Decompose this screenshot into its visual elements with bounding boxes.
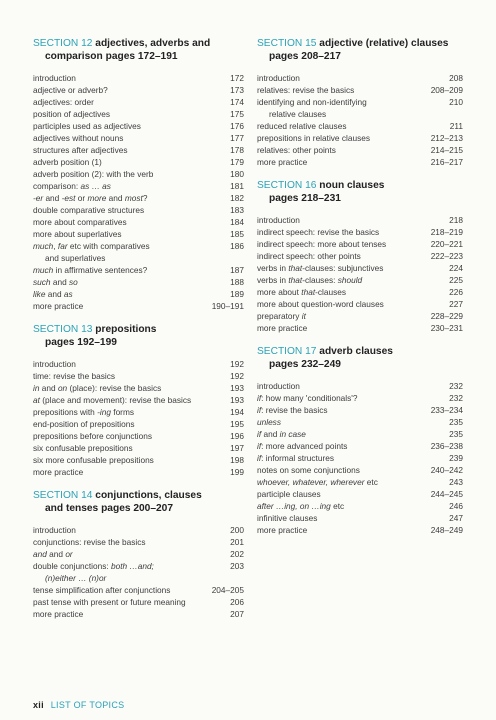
topic-label: more about question-word clauses xyxy=(257,299,384,309)
section-title-continued: comparison xyxy=(45,50,103,62)
topic-page: 176 xyxy=(230,121,244,131)
topic-label: adjectives without nouns xyxy=(33,133,124,143)
topic-page: 187 xyxy=(230,265,244,275)
topic-page: 200 xyxy=(230,525,244,535)
section-17 xyxy=(257,346,463,536)
section-number: SECTION 16 xyxy=(257,180,317,191)
topic-entry xyxy=(33,216,244,228)
topic-label: indirect speech: other points xyxy=(257,251,361,261)
topic-entry xyxy=(33,418,244,430)
topic-label: tense simplification after conjunctions xyxy=(33,585,171,595)
topic-entry xyxy=(257,380,463,392)
topic-page: 192 xyxy=(230,371,244,381)
topic-label: like and as xyxy=(33,289,73,299)
topic-label-continued: relative clauses xyxy=(269,109,327,119)
topic-page: 189 xyxy=(230,289,244,299)
right-column xyxy=(257,38,463,548)
topic-page: 225 xyxy=(449,275,463,285)
topic-label: introduction xyxy=(257,381,300,391)
topic-label: preparatory it xyxy=(257,311,306,321)
topic-entry xyxy=(33,584,244,596)
topic-label: whoever, whatever, wherever etc xyxy=(257,477,378,487)
page-number: xii xyxy=(33,700,44,710)
topic-label: much, far etc with comparatives and superlatives xyxy=(33,240,230,264)
topic-label: more about comparatives xyxy=(33,217,127,227)
topic-entry xyxy=(33,560,244,584)
topic-page: 195 xyxy=(230,419,244,429)
section-title-continued: and tenses xyxy=(45,502,99,514)
topic-label: identifying and non-identifying relative clauses xyxy=(257,96,449,120)
topic-page: 206 xyxy=(230,597,244,607)
topic-entry xyxy=(257,156,463,168)
topic-entry xyxy=(33,536,244,548)
topic-page: 181 xyxy=(230,181,244,191)
topic-label: structures after adjectives xyxy=(33,145,128,155)
topic-page: 239 xyxy=(449,453,463,463)
topic-label: if: how many 'conditionals'? xyxy=(257,393,358,403)
topic-entry xyxy=(257,274,463,286)
topic-label: introduction xyxy=(33,525,76,535)
topic-page: 199 xyxy=(230,467,244,477)
topic-page: 178 xyxy=(230,145,244,155)
topic-entry xyxy=(33,204,244,216)
topic-entry xyxy=(33,240,244,264)
section-number: SECTION 12 xyxy=(33,38,93,49)
topic-label: more practice xyxy=(33,609,84,619)
topic-page: 183 xyxy=(230,205,244,215)
topic-entry xyxy=(33,84,244,96)
topic-label: verbs in that-clauses: should xyxy=(257,275,363,285)
topic-page: 208–209 xyxy=(430,85,463,95)
topic-entry xyxy=(33,442,244,454)
topic-page: 247 xyxy=(449,513,463,523)
topic-label: prepositions before conjunctions xyxy=(33,431,152,441)
topic-page: 224 xyxy=(449,263,463,273)
section-heading xyxy=(33,38,244,63)
topic-entry xyxy=(33,288,244,300)
topic-label: reduced relative clauses xyxy=(257,121,347,131)
topic-page: 190–191 xyxy=(211,301,244,311)
topic-page: 185 xyxy=(230,229,244,239)
topic-entry xyxy=(33,382,244,394)
topic-page: 211 xyxy=(449,121,463,131)
topic-entry xyxy=(257,214,463,226)
topic-label: at (place and movement): revise the basics xyxy=(33,395,192,405)
section-14 xyxy=(33,490,244,620)
topic-label: infinitive clauses xyxy=(257,513,318,523)
topic-label: indirect speech: revise the basics xyxy=(257,227,380,237)
topic-entry xyxy=(257,476,463,488)
topic-entry xyxy=(257,262,463,274)
topic-page: 196 xyxy=(230,431,244,441)
topic-page: 246 xyxy=(449,501,463,511)
topic-entry xyxy=(33,548,244,560)
topic-entry xyxy=(33,156,244,168)
topic-page: 226 xyxy=(449,287,463,297)
topic-entry xyxy=(257,132,463,144)
topic-page: 216–217 xyxy=(430,157,463,167)
topic-page: 244–245 xyxy=(430,489,463,499)
topic-page: 179 xyxy=(230,157,244,167)
topic-entry xyxy=(33,72,244,84)
topic-label: six more confusable prepositions xyxy=(33,455,154,465)
topic-label: such and so xyxy=(33,277,78,287)
topic-label: more about superlatives xyxy=(33,229,122,239)
topic-label: introduction xyxy=(257,215,300,225)
footer-label: LIST OF TOPICS xyxy=(50,700,125,710)
topic-entry xyxy=(33,466,244,478)
topic-entry xyxy=(33,120,244,132)
topic-page: 214–215 xyxy=(430,145,463,155)
section-pages: pages 218–231 xyxy=(269,192,341,204)
topic-label: much in affirmative sentences? xyxy=(33,265,148,275)
topic-label: end-position of prepositions xyxy=(33,419,135,429)
section-heading xyxy=(33,490,244,515)
topic-label: past tense with present or future meaning xyxy=(33,597,186,607)
topic-entry xyxy=(257,310,463,322)
topic-label: introduction xyxy=(33,359,76,369)
section-13 xyxy=(33,324,244,478)
topic-label: adjectives: order xyxy=(33,97,94,107)
topic-entry xyxy=(257,322,463,334)
topic-label: more practice xyxy=(33,467,84,477)
topic-page: 197 xyxy=(230,443,244,453)
topic-entry xyxy=(257,84,463,96)
topic-entry xyxy=(257,250,463,262)
topic-label: unless xyxy=(257,417,281,427)
topic-entry xyxy=(257,488,463,500)
topic-page: 201 xyxy=(230,537,244,547)
topic-entry xyxy=(33,180,244,192)
topic-entry xyxy=(257,428,463,440)
topic-entry xyxy=(33,394,244,406)
topic-page: 236–238 xyxy=(430,441,463,451)
topic-entry xyxy=(257,144,463,156)
topic-entry xyxy=(257,524,463,536)
section-pages: pages 200–207 xyxy=(101,502,174,514)
topic-label-continued: (n)either … (n)or xyxy=(45,573,107,583)
topic-page: 173 xyxy=(230,85,244,95)
topic-page: 220–221 xyxy=(430,239,463,249)
topic-entry xyxy=(33,108,244,120)
topic-entry xyxy=(257,120,463,132)
topic-label: and and or xyxy=(33,549,73,559)
topic-label: verbs in that-clauses: subjunctives xyxy=(257,263,384,273)
section-15 xyxy=(257,38,463,168)
section-pages: pages 192–199 xyxy=(45,336,117,348)
topic-label: if and in case xyxy=(257,429,306,439)
topic-page: 227 xyxy=(449,299,463,309)
topic-entry xyxy=(257,404,463,416)
section-16 xyxy=(257,180,463,334)
topic-page: 193 xyxy=(230,383,244,393)
topic-label: introduction xyxy=(33,73,76,83)
left-column xyxy=(33,38,244,632)
topic-entry xyxy=(257,416,463,428)
topic-page: 204–205 xyxy=(211,585,244,595)
topic-label: more practice xyxy=(257,323,308,333)
topic-label: prepositions in relative clauses xyxy=(257,133,370,143)
topic-label-continued: and superlatives xyxy=(45,253,106,263)
topic-label: double comparative structures xyxy=(33,205,145,215)
topic-entry xyxy=(33,264,244,276)
topic-label: conjunctions: revise the basics xyxy=(33,537,146,547)
topic-label: more practice xyxy=(33,301,84,311)
topic-page: 218–219 xyxy=(430,227,463,237)
topic-page: 235 xyxy=(449,429,463,439)
topic-label: if: informal structures xyxy=(257,453,335,463)
topic-entry xyxy=(33,430,244,442)
topic-label: more practice xyxy=(257,157,308,167)
section-pages: pages 232–249 xyxy=(269,358,341,370)
page-footer xyxy=(33,700,124,710)
section-heading xyxy=(257,180,463,205)
topic-entry xyxy=(257,72,463,84)
topic-label: -er and -est or more and most? xyxy=(33,193,148,203)
topic-label: notes on some conjunctions xyxy=(257,465,360,475)
topic-label: comparison: as … as xyxy=(33,181,111,191)
section-title: noun clauses xyxy=(319,180,385,191)
topic-page: 243 xyxy=(449,477,463,487)
topic-label: relatives: revise the basics xyxy=(257,85,355,95)
topic-page: 182 xyxy=(230,193,244,203)
topic-entry xyxy=(33,300,244,312)
section-pages: pages 172–191 xyxy=(105,50,178,62)
topic-entry xyxy=(33,596,244,608)
topic-label: participle clauses xyxy=(257,489,321,499)
topic-entry xyxy=(257,298,463,310)
topic-entry xyxy=(257,452,463,464)
topic-label: time: revise the basics xyxy=(33,371,116,381)
topic-label: adverb position (1) xyxy=(33,157,102,167)
section-title: conjunctions, clauses xyxy=(95,490,202,501)
topic-label: double conjunctions: both …and; (n)either … (n)or xyxy=(33,560,230,584)
topic-page: 193 xyxy=(230,395,244,405)
topic-label: more practice xyxy=(257,525,308,535)
section-number: SECTION 17 xyxy=(257,346,317,357)
topic-page: 218 xyxy=(449,215,463,225)
topic-entry xyxy=(33,358,244,370)
section-title: adjective (relative) clauses xyxy=(319,38,449,49)
topic-page: 184 xyxy=(230,217,244,227)
section-number: SECTION 15 xyxy=(257,38,317,49)
topic-page: 232 xyxy=(449,393,463,403)
topic-page: 180 xyxy=(230,169,244,179)
topic-entry xyxy=(257,238,463,250)
topic-entry xyxy=(33,524,244,536)
topic-page: 207 xyxy=(230,609,244,619)
topic-entry xyxy=(33,454,244,466)
topic-page: 228–229 xyxy=(430,311,463,321)
topic-page: 235 xyxy=(449,417,463,427)
section-pages: pages 208–217 xyxy=(269,50,341,62)
topic-page: 177 xyxy=(230,133,244,143)
topic-entry xyxy=(257,464,463,476)
topic-page: 232 xyxy=(449,381,463,391)
topic-page: 210 xyxy=(449,97,463,107)
section-heading xyxy=(33,324,244,349)
topic-label: if: more advanced points xyxy=(257,441,348,451)
topic-entry xyxy=(33,132,244,144)
topic-label: relatives: other points xyxy=(257,145,336,155)
topic-entry xyxy=(33,192,244,204)
topic-entry xyxy=(33,276,244,288)
section-number: SECTION 13 xyxy=(33,324,93,335)
topic-label: adjective or adverb? xyxy=(33,85,108,95)
topic-entry xyxy=(257,500,463,512)
topic-page: 240–242 xyxy=(430,465,463,475)
topic-page: 188 xyxy=(230,277,244,287)
topic-page: 208 xyxy=(449,73,463,83)
topic-entry xyxy=(257,512,463,524)
topic-page: 222–223 xyxy=(430,251,463,261)
topic-entry xyxy=(257,226,463,238)
topic-page: 202 xyxy=(230,549,244,559)
topic-label: prepositions with -ing forms xyxy=(33,407,135,417)
topic-entry xyxy=(33,406,244,418)
section-title: adverb clauses xyxy=(319,346,393,357)
topic-page: 186 xyxy=(230,241,244,251)
topic-label: in and on (place): revise the basics xyxy=(33,383,162,393)
topic-entry xyxy=(257,392,463,404)
topic-page: 203 xyxy=(230,561,244,571)
topic-label: participles used as adjectives xyxy=(33,121,141,131)
topic-label: adverb position (2): with the verb xyxy=(33,169,154,179)
topic-page: 172 xyxy=(230,73,244,83)
topic-page: 175 xyxy=(230,109,244,119)
topic-label: if: revise the basics xyxy=(257,405,328,415)
topic-entry xyxy=(257,440,463,452)
topic-entry xyxy=(33,608,244,620)
topic-page: 192 xyxy=(230,359,244,369)
topic-page: 233–234 xyxy=(430,405,463,415)
topic-page: 194 xyxy=(230,407,244,417)
topic-label: six confusable prepositions xyxy=(33,443,133,453)
topic-label: introduction xyxy=(257,73,300,83)
topic-label: more about that-clauses xyxy=(257,287,347,297)
topic-page: 230–231 xyxy=(430,323,463,333)
topic-entry xyxy=(33,96,244,108)
topic-entry xyxy=(33,144,244,156)
topic-entry xyxy=(257,96,463,120)
section-heading xyxy=(257,346,463,371)
section-heading xyxy=(257,38,463,63)
topic-entry xyxy=(33,228,244,240)
topic-label: position of adjectives xyxy=(33,109,111,119)
topic-page: 198 xyxy=(230,455,244,465)
topic-page: 174 xyxy=(230,97,244,107)
topic-entry xyxy=(257,286,463,298)
section-12 xyxy=(33,38,244,312)
section-title: adjectives, adverbs and xyxy=(95,38,211,49)
topic-page: 212–213 xyxy=(430,133,463,143)
topic-page: 248–249 xyxy=(430,525,463,535)
topic-label: after …ing, on …ing etc xyxy=(257,501,345,511)
topic-entry xyxy=(33,370,244,382)
topic-entry xyxy=(33,168,244,180)
section-number: SECTION 14 xyxy=(33,490,93,501)
section-title: prepositions xyxy=(95,324,157,335)
topic-label: indirect speech: more about tenses xyxy=(257,239,387,249)
